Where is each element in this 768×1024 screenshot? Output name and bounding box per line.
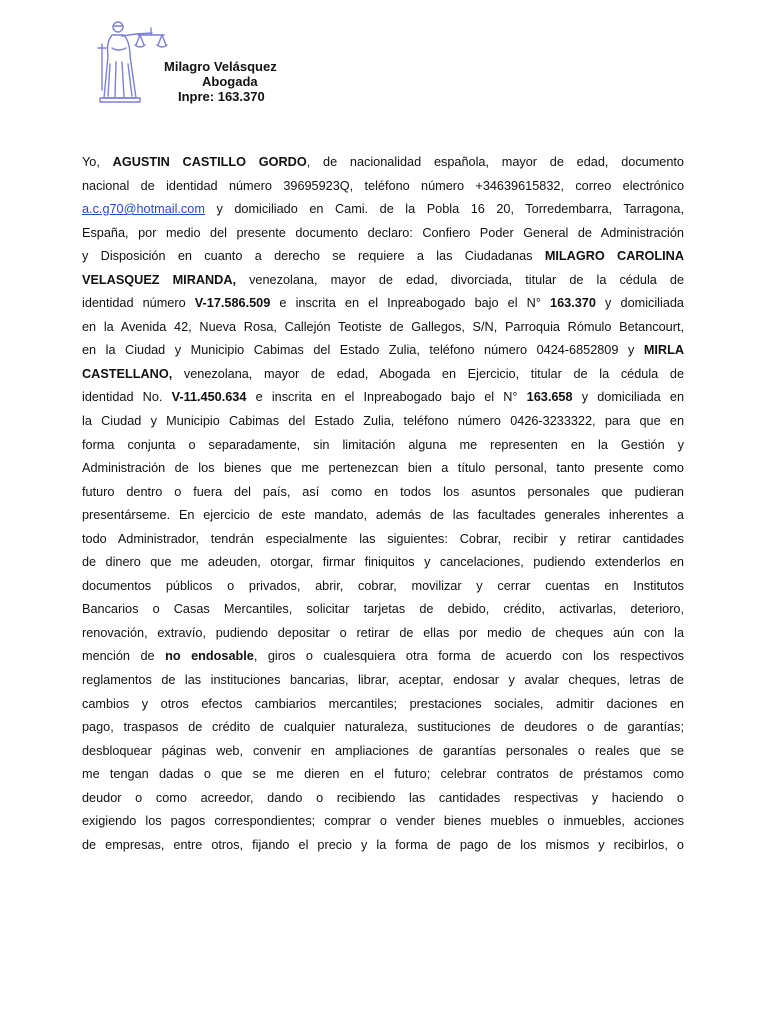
- text-line: y Disposición en cuanto a derecho se requiere a las Ciudadanas MILAGRO CAROLINA: [82, 249, 684, 264]
- text-line: VELASQUEZ MIRANDA, venezolana, mayor de edad, divorciada, titular de la cédula de: [82, 272, 684, 287]
- text-line: identidad número V-17.586.509 e inscrita en el Inpreabogado bajo el N° 163.370 y domiciliada: [82, 296, 684, 311]
- text-line: CASTELLANO, venezolana, mayor de edad, Abogada en Ejercicio, titular de la cédula de: [82, 366, 684, 381]
- lawyer-name: Milagro Velásquez: [164, 59, 277, 74]
- text-line: de empresas, entre otros, fijando el precio y la forma de pago de los mismos y recibirlos, o: [82, 837, 684, 852]
- text-line: en la Avenida 42, Nueva Rosa, Callejón Teotiste de Gallegos, S/N, Parroquia Rómulo Betancourt,: [82, 319, 684, 334]
- text-line: renovación, extravío, pudiendo depositar o retirar de ellas por medio de cheques aún con la: [82, 625, 684, 640]
- text-line: exigiendo los pagos correspondientes; comprar o vender bienes muebles o inmuebles, acciones: [82, 814, 684, 829]
- email-link[interactable]: a.c.g70@hotmail.com: [82, 202, 205, 217]
- text-line: mención de no endosable, giros o cualesquiera otra forma de acuerdo con los respectivos: [82, 649, 685, 664]
- text-line: nacional de identidad número 39695923Q, teléfono número +34639615832, correo electrónico: [82, 178, 684, 193]
- text-line: presentárseme. En ejercicio de este mandato, además de las facultades generales inherentes a: [82, 508, 684, 523]
- text-line: desbloquear páginas web, convenir en ampliaciones de garantías personales o reales que se: [82, 743, 684, 758]
- text-line: todo Administrador, tendrán especialmente las siguientes: Cobrar, recibir y retirar cantidades: [82, 531, 684, 546]
- text-line: Bancarios o Casas Mercantiles, solicitar tarjetas de debido, crédito, activarlas, deterioro,: [82, 602, 684, 617]
- text-line: la Ciudad y Municipio Cabimas del Estado Zulia, teléfono número 0426-3233322, para que en: [82, 414, 684, 429]
- text-line: me tengan dadas o que se me dieren en el futuro; celebrar contratos de préstamos como: [82, 767, 684, 782]
- text-line: deudor o como acreedor, dando o recibiendo las cantidades respectivas y haciendo o: [82, 790, 684, 805]
- lawyer-title: Abogada: [202, 74, 258, 89]
- lawyer-inpre: Inpre: 163.370: [178, 89, 265, 104]
- text-line: documentos públicos o privados, abrir, cobrar, movilizar y cerrar cuentas en Institutos: [82, 578, 684, 593]
- text-line: España, por medio del presente documento declaro: Confiero Poder General de Administración: [82, 225, 684, 240]
- text-line: Administración de los bienes que me pertenezcan bien a título personal, tanto presente como: [82, 461, 684, 476]
- text-line: en la Ciudad y Municipio Cabimas del Estado Zulia, teléfono número 0424-6852809 y MIRLA: [82, 343, 684, 358]
- text-line: cambios y otros efectos cambiarios mercantiles; prestaciones sociales, admitir daciones en: [82, 696, 684, 711]
- text-line: forma conjunta o separadamente, sin limitación alguna me representen en la Gestión y: [82, 437, 684, 452]
- text-line: futuro dentro o fuera del país, así como en todos los asuntos personales que pudieran: [82, 484, 684, 499]
- document-body: [82, 151, 684, 857]
- text-line: pago, traspasos de crédito de cualquier naturaleza, sustituciones de deudores o de garantías;: [82, 720, 684, 735]
- text-line: Yo, AGUSTIN CASTILLO GORDO, de nacionalidad española, mayor de edad, documento: [82, 155, 684, 169]
- text-line: reglamentos de las instituciones bancarias, librar, aceptar, endosar y avalar cheques, letras de: [82, 673, 684, 688]
- letterhead: [160, 59, 300, 104]
- text-line: identidad No. V-11.450.634 e inscrita en el Inpreabogado bajo el N° 163.658 y domiciliada en: [82, 390, 685, 405]
- text-line: a.c.g70@hotmail.com y domiciliado en Cami. de la Pobla 16 20, Torredembarra, Tarragona,: [82, 202, 684, 217]
- text-line: de dinero que me adeuden, otorgar, firmar finiquitos y cancelaciones, pudiendo extenderlos en: [82, 555, 684, 570]
